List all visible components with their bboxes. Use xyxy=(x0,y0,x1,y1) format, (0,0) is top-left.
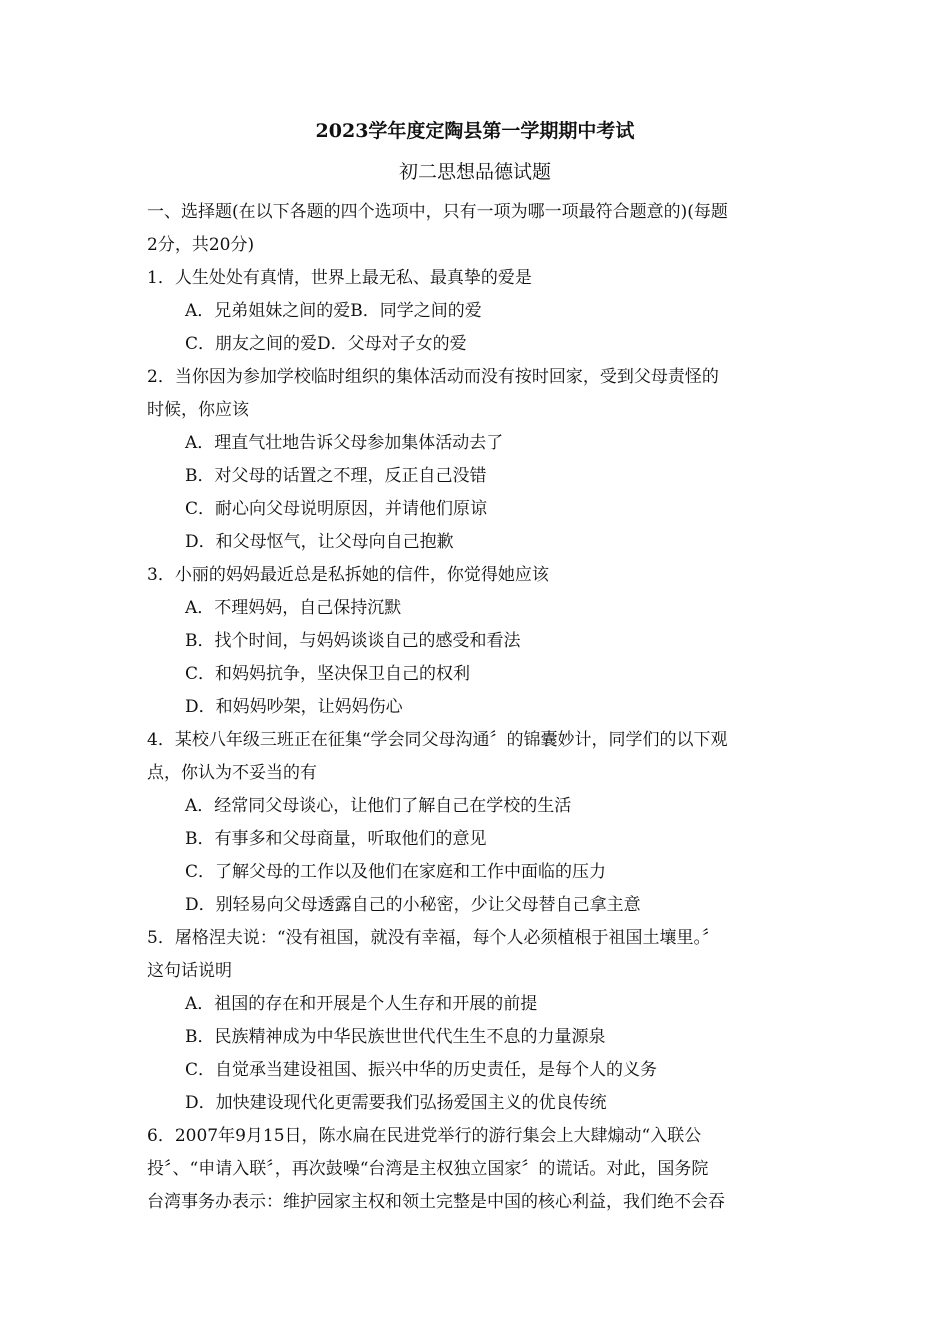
question-4-stem-line-2: 点，你认为不妥当的有 xyxy=(147,763,317,783)
question-3-option-c: C．和妈妈抗争，坚决保卫自己的权利 xyxy=(185,664,471,684)
question-1-option-c: C．朋友之间的爱 xyxy=(185,334,318,354)
exam-subtitle: 初二思想品德试题 xyxy=(398,161,551,183)
question-5-stem-line-1: 5．屠格涅夫说：“没有祖国，就没有幸福，每个人必须植根于祖国土壤里。〞 xyxy=(147,928,720,948)
question-5-option-a: A．祖国的存在和开展是个人生存和开展的前提 xyxy=(185,994,538,1014)
question-2-stem-line-1: 2．当你因为参加学校临时组织的集体活动而没有按时回家，受到父母责怪的 xyxy=(147,367,719,387)
question-5-stem-line-2: 这句话说明 xyxy=(147,961,232,981)
question-4-option-a: A．经常同父母谈心，让他们了解自己在学校的生活 xyxy=(185,796,572,816)
question-1-option-a: A．兄弟姐妹之间的爱 xyxy=(185,301,351,321)
exam-title: 2023学年度定陶县第一学期期中考试 xyxy=(315,120,635,142)
question-1-options-row-2 xyxy=(147,328,807,361)
question-6-stem-line-3: 台湾事务办表示：维护园家主权和领土完整是中国的核心利益，我们绝不会吞 xyxy=(147,1192,725,1212)
question-4-stem-line-1: 4．某校八年级三班正在征集“学会同父母沟通〞的锦囊妙计，同学们的以下观 xyxy=(147,730,728,750)
question-4-option-b: B．有事多和父母商量，听取他们的意见 xyxy=(185,829,487,849)
question-4-option-c: C．了解父母的工作以及他们在家庭和工作中面临的压力 xyxy=(185,862,607,882)
question-6-stem-line-1: 6．2007年9月15日，陈水扁在民进党举行的游行集会上大肆煽动“入联公 xyxy=(147,1126,702,1146)
section-heading-line-2: 2分，共20分) xyxy=(147,235,255,255)
question-2-option-d: D．和父母怄气，让父母向自己抱歉 xyxy=(185,532,454,552)
question-5-option-d: D．加快建设现代化更需要我们弘扬爱国主义的优良传统 xyxy=(185,1093,607,1113)
question-3-option-d: D．和妈妈吵架，让妈妈伤心 xyxy=(185,697,403,717)
question-1-stem: 1．人生处处有真情，世界上最无私、最真挚的爱是 xyxy=(147,268,532,288)
question-3-option-a: A．不理妈妈，自己保持沉默 xyxy=(185,598,402,618)
question-5-option-b: B．民族精神成为中华民族世世代代生生不息的力量源泉 xyxy=(185,1027,606,1047)
question-2-stem-line-2: 时候，你应该 xyxy=(147,400,249,420)
question-5-option-c: C．自觉承当建设祖国、振兴中华的历史责任，是每个人的义务 xyxy=(185,1060,658,1080)
question-1-option-d: D．父母对子女的爱 xyxy=(317,334,467,354)
question-3-option-b: B．找个时间，与妈妈谈谈自己的感受和看法 xyxy=(185,631,521,651)
question-6-stem-line-2: 投〞、“申请入联〞，再次鼓噪“台湾是主权独立国家〞的谎话。对此，国务院 xyxy=(147,1159,709,1179)
question-2-option-c: C．耐心向父母说明原因，并请他们原谅 xyxy=(185,499,488,519)
question-2-option-b: B．对父母的话置之不理，反正自己没错 xyxy=(185,466,487,486)
question-1-options-row-1 xyxy=(147,295,807,328)
question-3-stem: 3．小丽的妈妈最近总是私拆她的信件，你觉得她应该 xyxy=(147,565,549,585)
section-heading-line-1: 一、选择题(在以下各题的四个选项中，只有一项为哪一项最符合题意的)(每题 xyxy=(147,202,728,222)
question-2-option-a: A．理直气壮地告诉父母参加集体活动去了 xyxy=(185,433,504,453)
question-1-option-b: B．同学之间的爱 xyxy=(350,301,482,321)
question-4-option-d: D．别轻易向父母透露自己的小秘密，少让父母替自己拿主意 xyxy=(185,895,641,915)
exam-body xyxy=(147,196,807,1219)
